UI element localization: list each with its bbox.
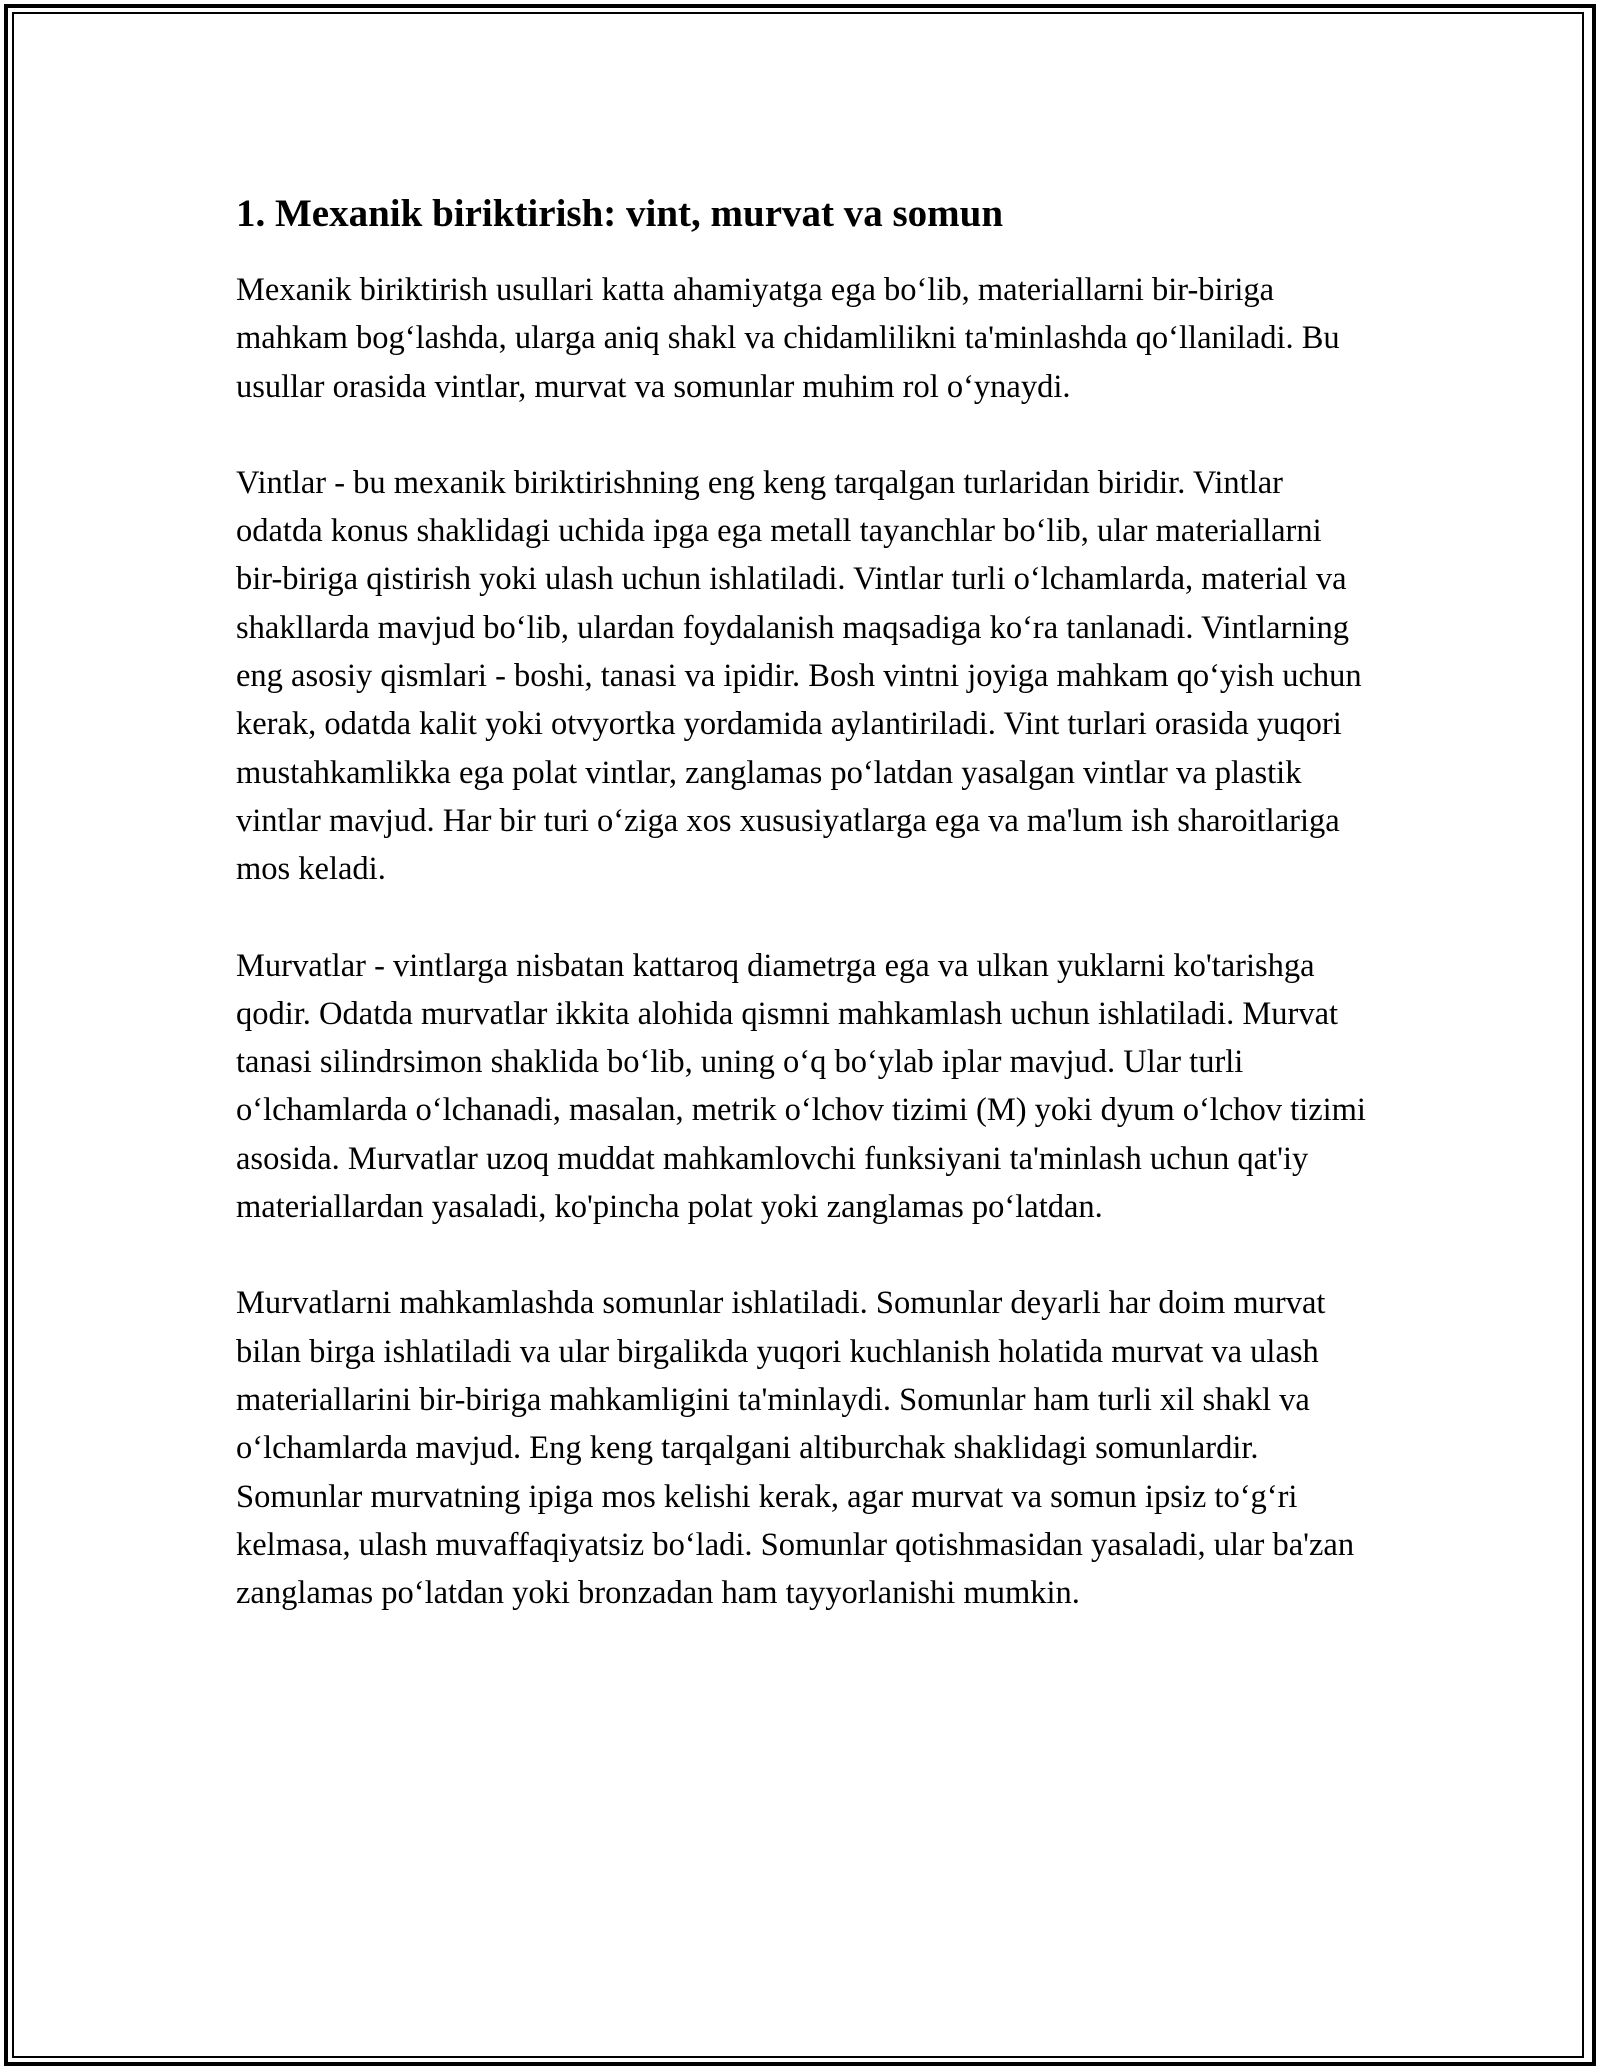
section-heading: 1. Mexanik biriktirish: vint, murvat va somun	[236, 192, 1004, 235]
paragraph-somunlar: Murvatlarni mahkamlashda somunlar ishlatiladi. Somunlar deyarli har doim murvat bilan birga ishlatiladi va ular birgalikda yuqori kuchlanish holatida murvat va ulash materiallarini bir-biriga mahkamligini ta'minlaydi. Somunlar ham turli xil shakl va o‘lchamlarda mavjud. Eng keng tarqalgani altiburchak shaklidagi somunlardir. Somunlar murvatning ipiga mos kelishi kerak, agar murvat va somun ipsiz to‘g‘ri kelmasa, ulash muvaffaqiyatsiz bo‘ladi. Somunlar qotishmasidan yasaladi, ular ba'zan zanglamas po‘latdan yoki bronzadan ham tayyorlanishi mumkin.	[236, 1285, 1355, 1612]
paragraph-vintlar: Vintlar - bu mexanik biriktirishning eng keng tarqalgan turlaridan biridir. Vintlar odatda konus shaklidagi uchida ipga ega metall tayanchlar bo‘lib, ular materiallarni bir-biriga qistirish yoki ulash uchun ishlatiladi. Vintlar turli o‘lchamlarda, material va shakllarda mavjud bo‘lib, ulardan foydalanish maqsadiga ko‘ra tanlanadi. Vintlarning eng asosiy qismlari - boshi, tanasi va ipidir. Bosh vintni joyiga mahkam qo‘yish uchun kerak, odatda kalit yoki otvyortka yordamida aylantiriladi. Vint turlari orasida yuqori mustahkamlikka ega polat vintlar, zanglamas po‘latdan yasalgan vintlar va plastik vintlar mavjud. Har bir turi o‘ziga xos xususiyatlarga ega va ma'lum ish sharoitlariga mos keladi.	[236, 464, 1362, 888]
paragraph-intro: Mexanik biriktirish usullari katta ahamiyatga ega bo‘lib, materiallarni bir-biriga mahkam bog‘lashda, ularga aniq shakl va chidamlilikni ta'minlashda qo‘llaniladi. Bu usullar orasida vintlar, murvat va somunlar muhim rol o‘ynaydi.	[236, 272, 1340, 405]
document-body	[236, 186, 1376, 1665]
paragraph-murvatlar: Murvatlar - vintlarga nisbatan kattaroq diametrga ega va ulkan yuklarni ko'tarishga qodir. Odatda murvatlar ikkita alohida qismni mahkamlash uchun ishlatiladi. Murvat tanasi silindrsimon shaklida bo‘lib, uning o‘q bo‘ylab iplar mavjud. Ular turli o‘lchamlarda o‘lchanadi, masalan, metrik o‘lchov tizimi (M) yoki dyum o‘lchov tizimi asosida. Murvatlar uzoq muddat mahkamlovchi funksiyani ta'minlash uchun qat'iy materiallardan yasaladi, ko'pincha polat yoki zanglamas po‘latdan.	[236, 947, 1366, 1226]
